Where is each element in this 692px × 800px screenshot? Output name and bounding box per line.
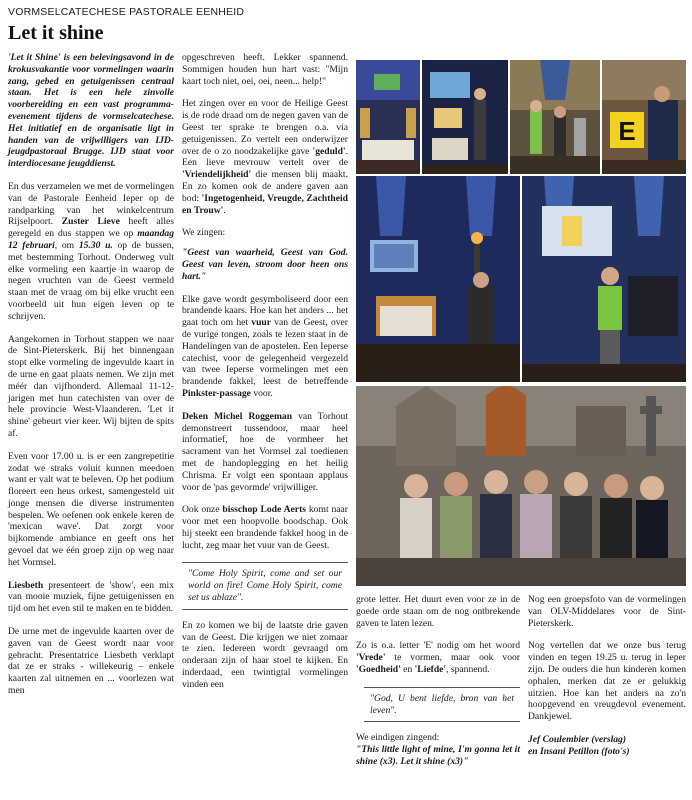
article-intro: 'Let it Shine' is een belevingsavond in de krokusvakantie voor vormelingen waarin zang, gebed en getuigenissen centraal staan. Het is een hele zinvolle voorbereiding en een vast programma-evenement tijdens de vormselcatechese. Het initiatief en de organisatie ligt in handen van de vrijwilligers van IJD-jeugdpastoraal Brugge. IJD staat voor interdiocesane jeugddienst.	[8, 52, 174, 170]
paragraph: Zo is o.a. letter 'E' nodig om het woord 'Vrede' te vormen, maar ook voor 'Goedheid' en 'Liefde', spannend.	[356, 640, 520, 675]
bishop-quote: "Come Holy Spirit, come and set our world on fire! Come Holy Spirit, come set us ablaze".	[182, 562, 348, 609]
paragraph: Even voor 17.00 u. is er een zangrepetitie zodat we straks voluit kunnen meedoen want er valt wat te beleven. Op het podium floreert een heus orkest, samengesteld uit jonge mensen die diverse instrumenten bespelen. We oefenen ook enkele keren de 'mexican wave'. Dat zorgt voor bijkomende ambiance en geeft ons het gevoel dat we één groep zijn op weg naar het Vormsel.	[8, 450, 174, 568]
article-column-3	[356, 594, 520, 779]
photo-credit: Jef Coulembier (verslag) en Insani Petillon (foto's)	[528, 733, 630, 757]
section-kicker: VORMSELCATECHESE PASTORALE EENHEID	[8, 6, 245, 18]
article-title: Let it shine	[8, 22, 104, 44]
paragraph: Deken Michel Roggeman van Torhout demonstreert tussendoor, maar heel informatief, hoe de vormheer het sacrament van het Vormsel zal toedienen met de handoplegging en het heilig Chrisma. Er volgt een spontaan applaus voor de 'pas gevormde' vrijwilliger.	[182, 410, 349, 493]
photo-children-stage	[510, 60, 600, 174]
paragraph: Elke gave wordt gesymboliseerd door een brandende kaars. Hoe kan het anders ... het gaat toch om het vuur van de Geest, over de vurige tongen, zoals te lezen staat in de Handelingen van de apostelen. Een Ieperse catechist, voor de gelegenheid vergezeld van twee Ieperse vormelingen met een brandende fakkel, leest de betreffende Pinkster-passage voor.	[182, 293, 348, 399]
photo-letter-e	[602, 60, 686, 174]
paragraph: Nog vertellen dat we onze bus terug vinden en tegen 19.25 u. terug in Ieper zijn. De ouders die hun kinderen komen ophalen, merken dat ze er gelukkig uitzien. Hoe kan het anders na zo'n hoopgevend en vreugdevol evenement. Dankjewel.	[528, 640, 686, 723]
photo-speaker-screen	[422, 60, 508, 174]
paragraph: opgeschreven heeft. Lekker spannend. Sommigen houden hun hart vast: "Mijn kaart toch niet, oei, oei, neen... help!"	[182, 52, 348, 87]
paragraph: We zingen:	[182, 227, 226, 239]
article-column-2	[182, 52, 348, 702]
photo-stage-wide	[356, 60, 420, 174]
paragraph: Liesbeth presenteert de 'show', een mix van mooie muziek, fijne getuigenissen en tijd om het even stil te maken en te bidden.	[8, 579, 174, 615]
paragraph: De urne met de ingevulde kaarten over de gaven van de Geest wordt naar voor gebracht. Presentatrice Liesbeth verklapt dat ze er straks - willekeurig – enkele kaarten zal uitnemen en ... voorlezen wat men	[8, 626, 174, 697]
song-quote: "Geest van waarheid, Geest van God. Geest van leven, stroom door heen ons hart."	[182, 247, 348, 282]
photo-presenter-liesbeth	[522, 176, 686, 382]
paragraph: En dus verzamelen we met de vormelingen van de Pastorale Eenheid Ieper op de randparking van het winkelcentrum Rijselpoort. Zuster Lieve heeft alles geregeld en dus stappen we op maandag 12 februari, om 15.30 u. op de bussen, met bestemming Torhout. Onderweg vult elke vormeling een kaartje in waarop de negen vruchten van de Geest vermeld staan met de vraag om bij elke vrucht een voorbeeld uit hun eigen leven op te schrijven.	[8, 180, 175, 322]
paragraph: grote letter. Het duurt even voor ze in de goede orde staan om de nog ontbrekende gaven te laten lezen.	[356, 594, 520, 629]
paragraph: Aangekomen in Torhout stappen we naar de Sint-Pieterskerk. Bij het binnengaan stopt elke vormeling de ingevulde kaart in de urne en gaat plaats nemen. We zijn met méér dan vijfhonderd. Allemaal 11-12-jarigen met hun catechisten van over de hele provincie West-Vlaanderen. 'Let it shine' gebeurt vier keer. Wij bijten de spits af.	[8, 333, 174, 439]
song-quote-box: "God, U bent liefde, bron van het leven".	[364, 687, 520, 723]
paragraph: Het zingen over en voor de Heilige Geest is de rode draad om de negen gaven van de Geest ter sprake te brengen o.a. via getuigenissen. Zo vertelt een onderwijzer over de o zo noodzakelijke gave 'geduld'. Een lieve mevrouw vertelt over de 'Vriendelijkheid' die mensen blij maakt. En zo komen ook de andere gaven aan bod: 'Ingetogenheid, Vreugde, Zachtheid en Trouw'.	[182, 98, 348, 216]
paragraph: We eindigen zingend:	[356, 732, 440, 744]
paragraph: En zo komen we bij de laatste drie gaven van de Geest. Die krijgen we niet zomaar te zien. Iedereen wordt gevraagd om onderaan zijn of haar stoel te kijken. En inderdaad, een twintigtal vormelingen vinden een	[182, 619, 348, 690]
closing-song: "This little light of mine, I'm gonna let it shine (x3). Let it shine (x3)"	[356, 744, 520, 767]
article-column-1	[8, 52, 174, 708]
paragraph: Ook onze bisschop Lode Aerts komt naar voor met een hoopvolle boodschap. Ook hij steekt een brandende fakkel hoog in de lucht, zeg maar het vuur van de Geest.	[182, 504, 348, 551]
article-column-4	[528, 594, 686, 758]
photo-group-church	[356, 386, 686, 586]
photo-bishop-torch	[356, 176, 520, 382]
paragraph: Nog een groepsfoto van de vormelingen van OLV-Middelares voor de Sint-Pieterskerk.	[528, 594, 686, 629]
letter-sign: E	[618, 116, 636, 146]
